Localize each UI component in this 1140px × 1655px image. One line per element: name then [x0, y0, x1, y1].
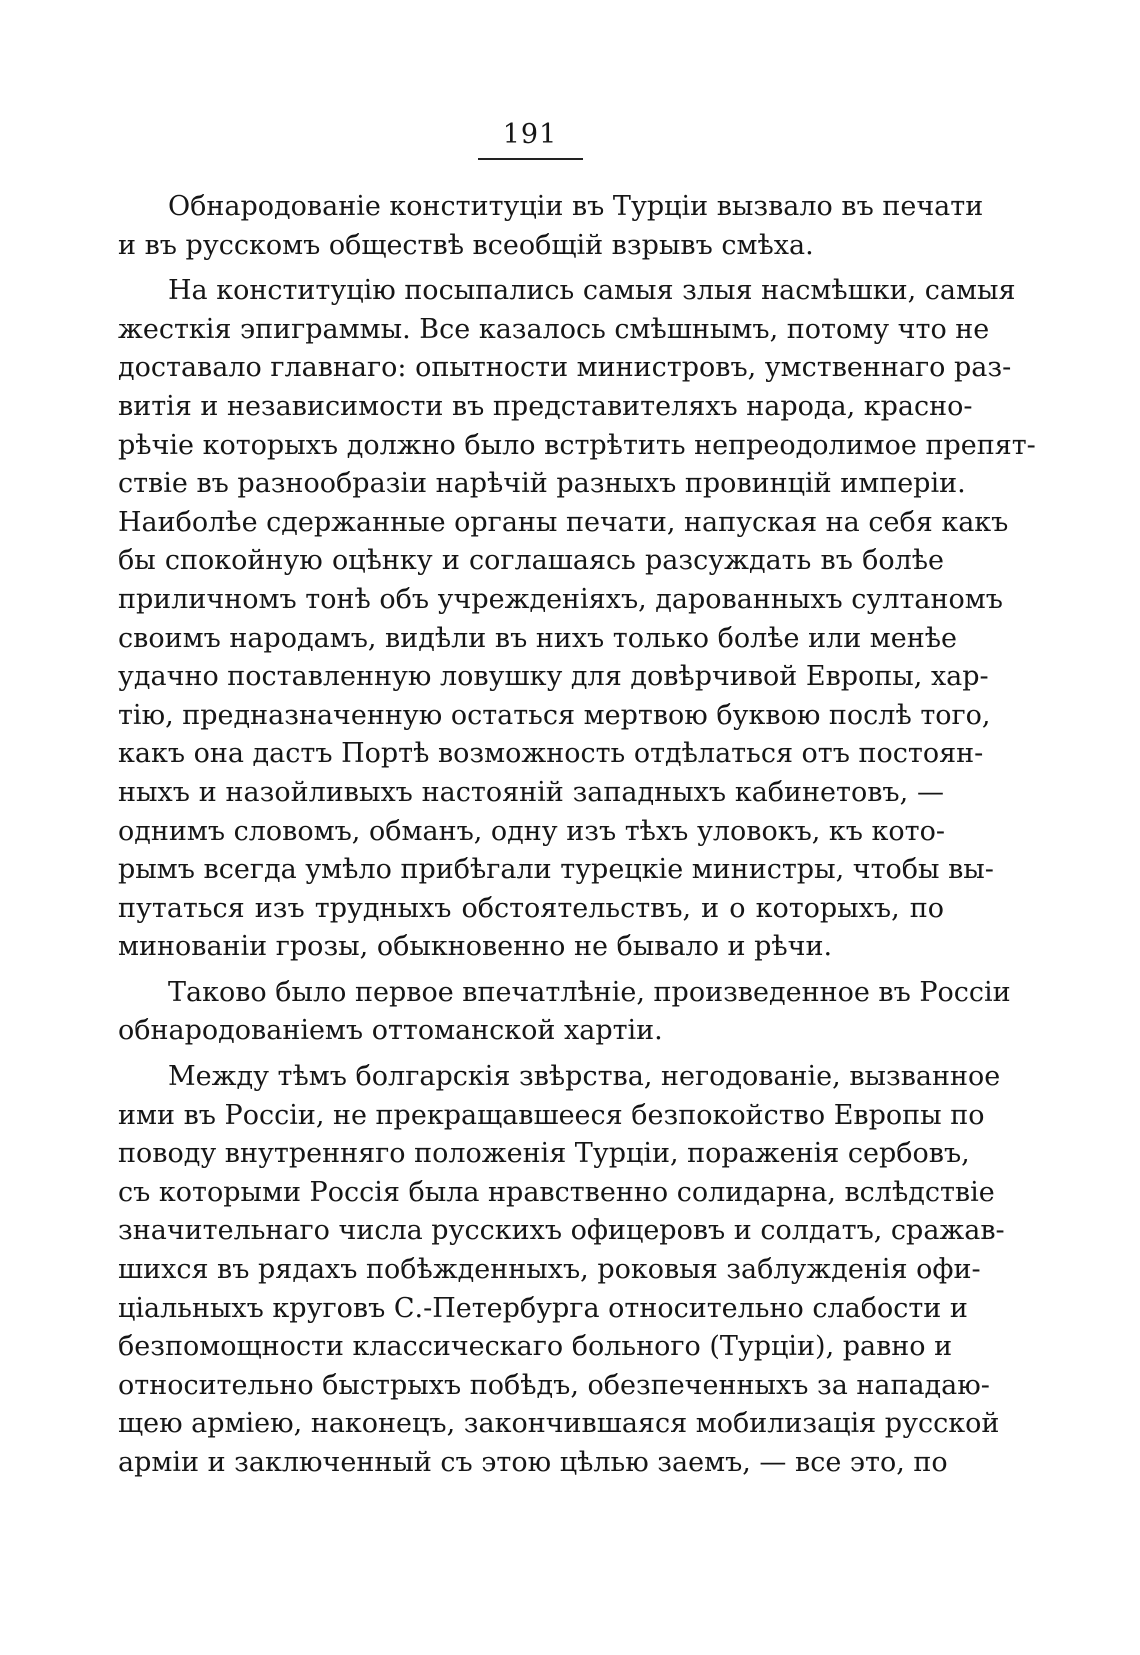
- text-line: Таково было первое впечатлѣніе, произведенное въ Россіи: [168, 976, 1011, 1008]
- text-line: съ которыми Россія была нравственно солидарна, вслѣдствіе: [118, 1176, 995, 1208]
- text-line: путаться изъ трудныхъ обстоятельствъ, и о которыхъ, по: [118, 892, 944, 924]
- text-line: значительнаго числа русскихъ офицеровъ и солдатъ, сражав-: [118, 1215, 1005, 1247]
- paragraph: [118, 974, 1011, 1051]
- text-line: и въ русскомъ обществѣ всеобщій взрывъ смѣха.: [118, 229, 814, 261]
- text-line: ныхъ и назойливыхъ настояній западныхъ кабинетовъ, —: [118, 776, 944, 808]
- text-line: витія и независимости въ представителяхъ народа, красно-: [118, 390, 973, 422]
- text-line: обнародованіемъ оттоманской хартіи.: [118, 1015, 663, 1047]
- text-line: однимъ словомъ, обманъ, одну изъ тѣхъ уловокъ, къ кото-: [118, 815, 945, 847]
- text-line: ствіе въ разнообразіи нарѣчій разныхъ провинцій имперіи.: [118, 468, 966, 500]
- text-line: ціальныхъ круговъ С.-Петербурга относительно слабости и: [118, 1292, 968, 1324]
- text-line: бы спокойную оцѣнку и соглашаясь разсуждать въ болѣе: [118, 545, 944, 577]
- text-line: относительно быстрыхъ побѣдъ, обезпеченныхъ за нападаю-: [118, 1369, 990, 1401]
- text-line: ими въ Россіи, не прекращавшееся безпокойство Европы по: [118, 1099, 985, 1131]
- text-line: тію, предназначенную остаться мертвою буквою послѣ того,: [118, 699, 991, 731]
- paragraph: [118, 272, 1036, 967]
- text-line: минованіи грозы, обыкновенно не бывало и рѣчи.: [118, 931, 833, 963]
- text-line: рѣчіе которыхъ должно было встрѣтить непреодолимое препят-: [118, 429, 1036, 461]
- paragraph: [118, 1058, 1005, 1483]
- page-number: 191: [502, 119, 558, 150]
- text-line: Обнародованіе конституціи въ Турціи вызвало въ печати: [168, 191, 984, 222]
- text-line: На конституцію посыпались самыя злыя насмѣшки, самыя: [168, 275, 1016, 307]
- page-number-rule: [478, 158, 583, 160]
- body-text: [118, 188, 1036, 1490]
- text-line: рымъ всегда умѣло прибѣгали турецкіе министры, чтобы вы-: [118, 854, 994, 886]
- paragraph: [118, 188, 984, 265]
- text-line: своимъ народамъ, видѣли въ нихъ только болѣе или менѣе: [118, 622, 958, 654]
- text-line: поводу внутренняго положенія Турціи, пораженія сербовъ,: [118, 1138, 970, 1170]
- text-line: Наиболѣе сдержанные органы печати, напуская на себя какъ: [118, 506, 1009, 538]
- text-line: какъ она дастъ Портѣ возможность отдѣлаться отъ постоян-: [118, 738, 984, 770]
- text-line: безпомощности классическаго больного (Турціи), равно и: [118, 1331, 953, 1363]
- text-line: арміи и заключенный съ этою цѣлью заемъ, — все это, по: [118, 1447, 948, 1478]
- text-line: щею арміею, наконецъ, закончившаяся мобилизація русской: [118, 1408, 1000, 1440]
- text-line: шихся въ рядахъ побѣжденныхъ, роковыя заблужденія офи-: [118, 1254, 981, 1286]
- text-line: приличномъ тонѣ объ учрежденіяхъ, дарованныхъ султаномъ: [118, 583, 1003, 615]
- text-line: удачно поставленную ловушку для довѣрчивой Европы, хар-: [118, 661, 989, 693]
- text-line: жесткія эпиграммы. Все казалось смѣшнымъ, потому что не: [118, 313, 990, 345]
- text-line: доставало главнаго: опытности министровъ, умственнаго раз-: [118, 352, 1012, 384]
- text-line: Между тѣмъ болгарскія звѣрства, негодованіе, вызванное: [168, 1061, 1001, 1093]
